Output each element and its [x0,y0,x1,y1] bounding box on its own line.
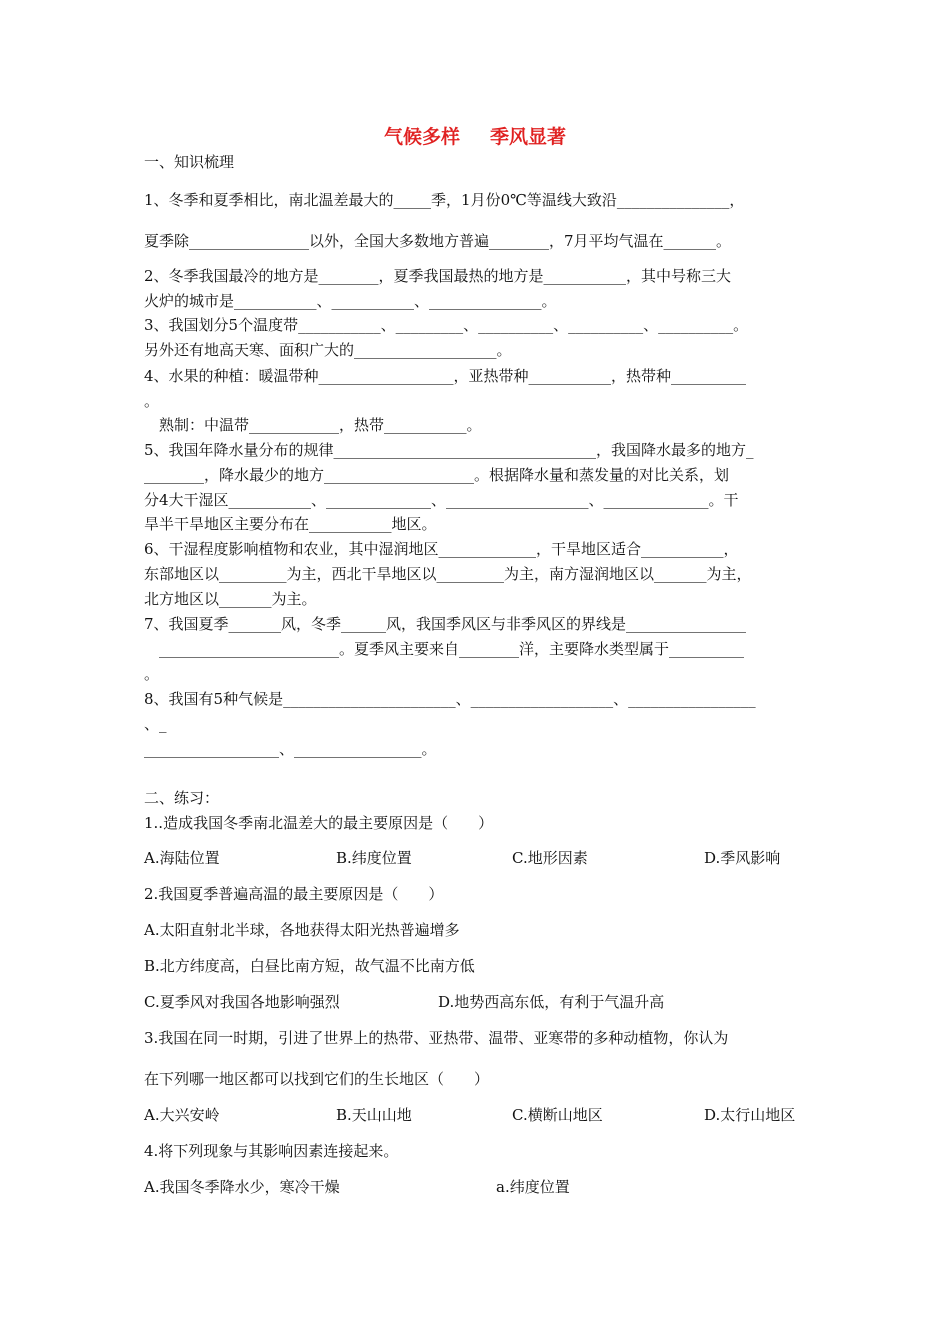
text-line: ________，降水最少的地方____________________。根据降水量和蒸发量的对比关系，划 [144,466,730,484]
q4-left-item: A.我国冬季降水少，寒冷干燥 [144,1178,340,1196]
q1-option-d: D.季风影响 [704,849,781,867]
title-part-2: 季风显著 [490,126,567,148]
q2-option-c: C.夏季风对我国各地影响强烈 [144,993,340,1011]
text-line: 。 [144,665,160,683]
text-line: 1、冬季和夏季相比，南北温差最大的_____季，1月份0℃等温线大致沿_______________， [144,191,745,209]
text-line: 北方地区以_______为主。 [144,590,317,608]
q3-option-d: D.太行山地区 [704,1106,796,1124]
text-line: 东部地区以_________为主，西北干旱地区以_________为主，南方湿润地区以_______为主， [144,565,752,583]
section1-heading: 一、知识梳理 [144,153,235,171]
text-line: __________________、_________________。 [144,740,437,758]
text-line: 4、水果的种植：暖温带种__________________，亚热带种___________，热带种__________ [144,367,747,385]
q3-option-c: C.横断山地区 [512,1106,603,1124]
text-line: 5、我国年降水量分布的规律___________________________________，我国降水最多的地方_ [144,441,754,459]
text-line: 、_ [144,715,167,733]
q3-option-b: B.天山山地 [336,1106,412,1124]
text-line: 分4大干湿区___________、______________、___________________、______________。干 [144,491,739,509]
text-line: 2、冬季我国最冷的地方是________，夏季我国最热的地方是___________，其中号称三大 [144,267,732,285]
q1-option-c: C.地形因素 [512,849,588,867]
question-3-stem-line-1: 3.我国在同一时期，引进了世界上的热带、亚热带、温带、亚寒带的多种动植物，你认为 [144,1029,729,1047]
text-line: 旱半干旱地区主要分布在___________地区。 [144,515,437,533]
text-line: 夏季除________________以外，全国大多数地方普遍________，7月平均气温在_______。 [144,232,732,250]
text-line: 6、干湿程度影响植物和农业，其中湿润地区_____________，干旱地区适合___________， [144,540,739,558]
text-line: 7、我国夏季_______风，冬季______风，我国季风区与非季风区的界线是________________ [144,615,747,633]
section2-heading: 二、练习： [144,789,220,807]
text-line: 。 [144,392,160,410]
title-part-1: 气候多样 [383,126,460,148]
q2-option-a: A.太阳直射北半球，各地获得太阳光热普遍增多 [144,921,460,939]
q2-option-d: D.地势西高东低，有利于气温升高 [438,993,665,1011]
q2-option-b: B.北方纬度高，白昼比南方短，故气温不比南方低 [144,957,475,975]
question-3-stem-line-2: 在下列哪一地区都可以找到它们的生长地区（ ） [144,1070,490,1088]
text-line: 火炉的城市是___________、___________、_______________。 [144,292,557,310]
q3-option-a: A.大兴安岭 [144,1106,220,1124]
text-line: 熟制：中温带____________，热带___________。 [144,416,482,434]
question-4-stem: 4.将下列现象与其影响因素连接起来。 [144,1142,399,1160]
q1-option-b: B.纬度位置 [336,849,412,867]
question-2-stem: 2.我国夏季普遍高温的最主要原因是（ ） [144,885,444,903]
text-line: 3、我国划分5个温度带___________、_________、__________、__________、__________。 [144,316,749,334]
q4-right-item: a.纬度位置 [496,1178,570,1196]
text-line: 8、我国有5种气候是_______________________、___________________、_________________ [144,690,756,708]
text-line: 另外还有地高天寒、面积广大的___________________。 [144,341,512,359]
q1-option-a: A.海陆位置 [144,849,220,867]
page-title [0,124,950,150]
text-line: ________________________。夏季风主要来自________洋，主要降水类型属于__________ [144,640,745,658]
question-1-stem: 1..造成我国冬季南北温差大的最主要原因是（ ） [144,814,494,832]
